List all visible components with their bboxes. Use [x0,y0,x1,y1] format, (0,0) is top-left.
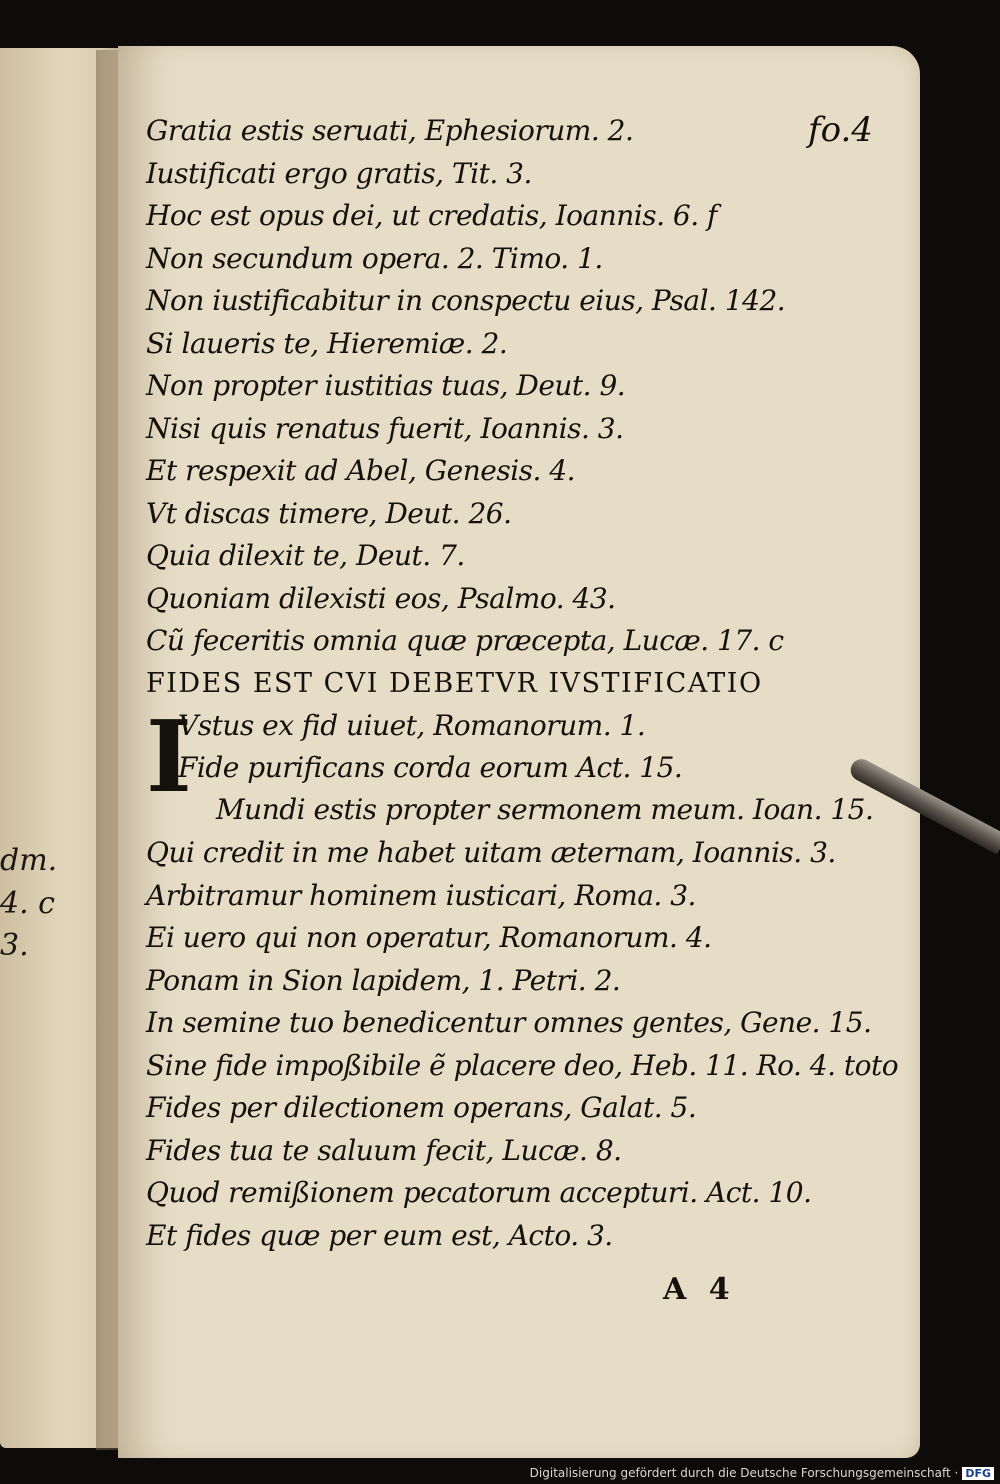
text-line: Si laueris te, Hieremiæ. 2. [146,326,508,360]
text-line: Mundi estis propter sermonem meum. Ioan. 15. [216,793,874,826]
dfg-logo: DFG [962,1467,994,1480]
footer-credit [530,1466,994,1480]
text-line: Ponam in Sion lapidem, 1. Petri. 2. [146,963,621,997]
text-line: Gratia estis seruati, Ephesiorum. 2. [146,114,634,147]
text-line: Hoc est opus dei, ut credatis, Ioannis. 6. f [146,199,717,232]
section-heading: FIDES EST CVI DEBETVR IVSTIFICATIO [146,667,763,699]
text-line: Vt discas timere, Deut. 26. [146,496,512,530]
left-page-fragment: 4. c [0,886,55,921]
left-page-fragment: dm. [0,843,58,878]
text-line: Iustificati ergo gratis, Tit. 3. [146,156,532,190]
text-line: Vstus ex fid uiuet, Romanorum. 1. [178,709,646,742]
text-line: Quod remißionem pecatorum accepturi. Act. 10. [146,1176,812,1209]
text-line: Nisi quis renatus fuerit, Ioannis. 3. [146,411,624,445]
text-line: Quoniam dilexisti eos, Psalmo. 43. [146,581,616,615]
text-line: Non secundum opera. 2. Timo. 1. [146,241,603,275]
text-line: Arbitramur hominem iusticari, Roma. 3. [146,878,696,912]
text-line: Non propter iustitias tuas, Deut. 9. [146,369,626,402]
footer-text: Digitalisierung gefördert durch die Deutsche Forschungsgemeinschaft · [529,1466,959,1480]
text-line: Sine fide impoßibile ẽ placere deo, Heb. 11. Ro. 4. toto [146,1048,899,1082]
text-line: Non iustificabitur in conspectu eius, Psal. 142. [146,284,786,317]
text-line: Et fides quæ per eum est, Acto. 3. [146,1218,613,1252]
drop-initial: I [146,700,192,815]
initial-paragraph [146,700,874,832]
text-line: Fides per dilectionem operans, Galat. 5. [146,1091,697,1124]
text-line: Et respexit ad Abel, Genesis. 4. [146,454,576,487]
folio-number: fo.4 [808,110,873,150]
text-line: In semine tuo benedicentur omnes gentes, Gene. 15. [146,1006,872,1039]
text-line: Cũ feceritis omnia quæ præcepta, Lucæ. 17. c [146,624,784,657]
text-line: Ei uero qui non operatur, Romanorum. 4. [146,921,712,954]
left-page-fragment: 3. [0,928,29,963]
signature-mark: A 4 [663,1272,736,1307]
text-line: Fides tua te saluum fecit, Lucæ. 8. [146,1133,622,1167]
text-line: Qui credit in me habet uitam æternam, Ioannis. 3. [146,836,836,869]
text-line: Quia dilexit te, Deut. 7. [146,539,465,572]
text-line: Fide purificans corda eorum Act. 15. [178,751,683,784]
